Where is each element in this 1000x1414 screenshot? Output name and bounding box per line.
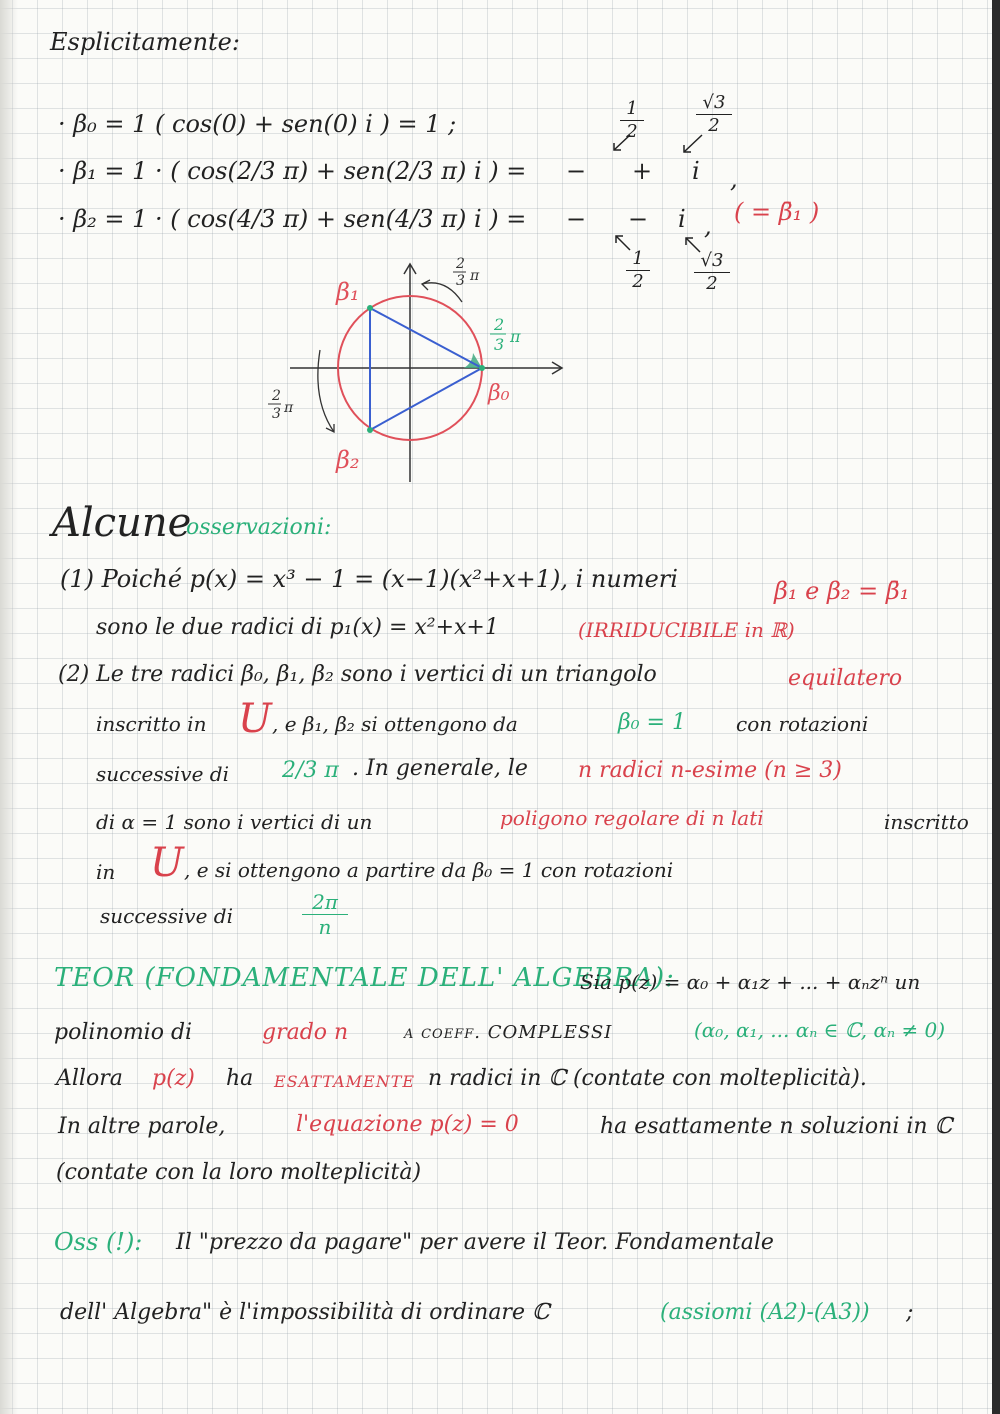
angle-top-pi: π	[470, 268, 480, 284]
oss-assiomi: (assiomi (A2)-(A3))	[660, 1300, 870, 1325]
conjugate-note: ( = β̄₁ )	[734, 198, 820, 226]
obs1-line1-roots: β₁ e β₂ = β̄₁	[774, 577, 910, 605]
obs2-line1: (2) Le tre radici β₀, β₁, β₂ sono i vertici di un triangolo	[58, 662, 657, 687]
heading: Esplicitamente:	[50, 28, 240, 56]
fraction-denominator: 2	[706, 273, 718, 294]
obs2-line5-b: , e si ottengono a partire da β₀ = 1 con rotazioni	[184, 858, 674, 882]
obs1-line1: (1) Poiché p(x) = x³ − 1 = (x−1)(x²+x+1), i numeri	[60, 565, 678, 593]
fraction-numerator: 1	[626, 98, 638, 119]
fraction-denominator: 2	[632, 271, 644, 292]
arrow-sqrt3-bottom	[686, 238, 700, 252]
beta2-point	[367, 427, 373, 433]
angle-right-den: 3	[494, 335, 505, 354]
theorem-line1: Sia p(z) = α₀ + α₁z + ... + αₙzⁿ un	[580, 970, 921, 994]
fraction-numerator: 1	[632, 248, 644, 269]
obs2-2pi-over-n	[302, 892, 348, 937]
arrowhead	[422, 280, 430, 290]
angle-right-num: 2	[494, 315, 505, 334]
obs2-equilatero: equilatero	[788, 666, 903, 691]
obs2-line3-b: . In generale, le	[352, 756, 528, 781]
theorem-line5: (contate con la loro molteplicità)	[56, 1160, 422, 1185]
obs1-irreducible: (IRRIDUCIBILE in ℝ)	[578, 618, 795, 642]
obs2-line2-c: con rotazioni	[736, 712, 869, 736]
oss-semicolon: ;	[906, 1300, 914, 1325]
beta1-comma: ,	[730, 165, 738, 193]
theorem-coefficients: (α₀, α₁, ... αₙ ∈ ℂ, αₙ ≠ 0)	[694, 1018, 946, 1042]
theorem-line3-b: ha	[226, 1066, 254, 1091]
obs2-U2: U	[150, 840, 184, 886]
angle-right-pi: π	[510, 327, 521, 346]
theorem-line2-b: a coeff. COMPLESSI	[404, 1022, 613, 1043]
beta1-plus: +	[632, 157, 653, 185]
fraction-numerator: √3	[700, 250, 724, 271]
oss-label: Oss (!):	[54, 1228, 143, 1256]
rotation-arrow-left	[318, 350, 334, 432]
theorem-line3-c: n radici in ℂ (contate con molteplicità).	[428, 1066, 867, 1091]
beta1-i: i	[692, 157, 700, 185]
theorem-line4-b: ha esattamente n soluzioni in ℂ	[600, 1114, 953, 1139]
theorem-esattamente: ESATTAMENTE	[274, 1072, 416, 1091]
roots-diagram	[250, 250, 590, 490]
section-title-alcune: Alcune	[52, 500, 192, 546]
beta2-line: · β₂ = 1 · ( cos(4/3 π) + sen(4/3 π) i ) =	[58, 205, 527, 233]
beta1-point	[367, 305, 373, 311]
obs2-line5-a: in	[96, 860, 116, 884]
obs2-U1: U	[238, 696, 272, 742]
beta2-comma: ,	[704, 212, 712, 240]
beta2-i: i	[678, 205, 686, 233]
obs2-line2-b: , e β₁, β₂ si ottengono da	[272, 712, 518, 736]
obs2-line4-b: inscritto	[884, 810, 969, 834]
fraction-denominator: n	[318, 915, 332, 939]
fraction-numerator: 2π	[312, 890, 338, 914]
theorem-label: TEOR (FONDAMENTALE DELL' ALGEBRA):	[54, 963, 675, 993]
angle-top-num: 2	[456, 256, 465, 272]
beta1-line: · β₁ = 1 · ( cos(2/3 π) + sen(2/3 π) i ) =	[58, 157, 527, 185]
section-title-osservazioni: osservazioni:	[186, 515, 332, 540]
angle-left-num: 2	[272, 388, 281, 404]
beta1-minus: −	[566, 157, 587, 185]
obs2-angle: 2/3 π	[282, 758, 339, 783]
obs2-beta0: β₀ = 1	[618, 710, 686, 735]
fraction-denominator: 2	[626, 121, 638, 142]
arrow-half-bottom	[616, 236, 630, 250]
beta2-minus: −	[566, 205, 587, 233]
oss-line2: dell' Algebra" è l'impossibilità di ordinare ℂ	[60, 1300, 550, 1325]
obs1-line2: sono le due radici di p₁(x) = x²+x+1	[96, 615, 499, 640]
obs2-line6-a: successive di	[100, 904, 233, 928]
arrow-half-top	[614, 135, 630, 150]
beta1-label: β₁	[336, 278, 360, 306]
theorem-line4-a: In altre parole,	[58, 1114, 226, 1139]
oss-line1: Il "prezzo da pagare" per avere il Teor. Fondamentale	[176, 1230, 774, 1255]
obs2-line2-a: inscritto in	[96, 712, 207, 736]
beta0-point	[479, 365, 485, 371]
obs2-line4-a: di α = 1 sono i vertici di un	[96, 810, 373, 834]
obs2-line3-a: successive di	[96, 762, 229, 786]
equilateral-triangle	[370, 308, 482, 430]
angle-left-pi: π	[284, 400, 294, 416]
theorem-grado-n: grado n	[262, 1020, 349, 1045]
beta0-label: β₀	[488, 381, 510, 406]
beta2-minus2: −	[628, 205, 649, 233]
beta0-line: · β₀ = 1 ( cos(0) + sen(0) i ) = 1 ;	[58, 110, 457, 138]
fraction-numerator: √3	[702, 92, 726, 113]
theorem-pz: p(z)	[152, 1066, 195, 1091]
obs2-nroots: n radici n-esime (n ≥ 3)	[578, 758, 842, 783]
obs2-polygon: poligono regolare di n lati	[500, 806, 764, 830]
theorem-line2-a: polinomio di	[54, 1020, 193, 1045]
angle-top-den: 3	[456, 273, 465, 289]
theorem-line3-a: Allora	[56, 1066, 123, 1091]
arrow-sqrt3-top	[684, 135, 702, 152]
angle-left-den: 3	[272, 406, 281, 422]
theorem-equazione: l'equazione p(z) = 0	[296, 1112, 519, 1137]
fraction-denominator: 2	[708, 115, 720, 136]
beta2-label: β₂	[336, 446, 360, 474]
